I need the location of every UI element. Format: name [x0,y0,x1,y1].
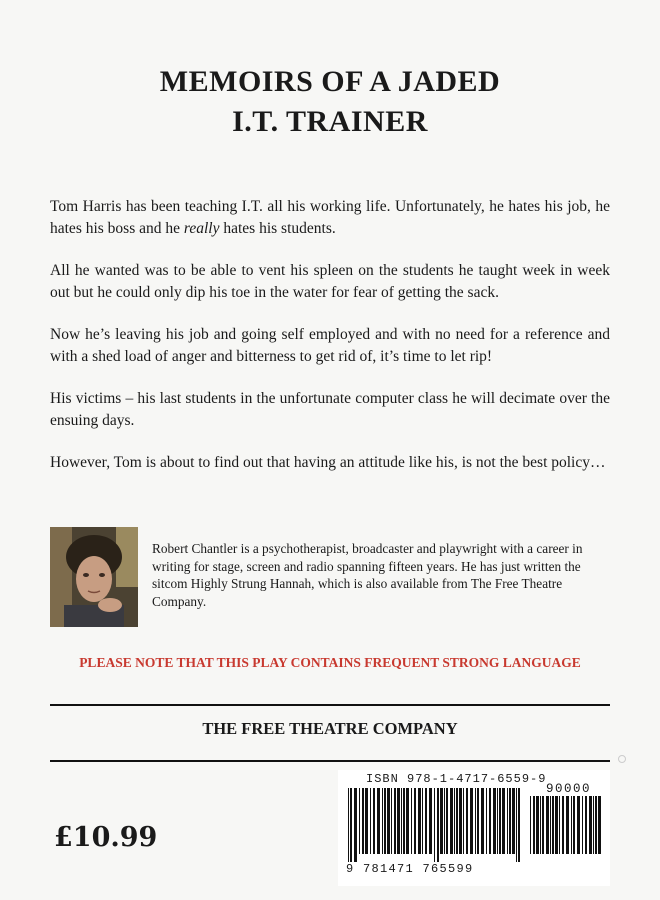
barcode-bar [370,788,371,854]
barcode-bar [397,788,400,854]
barcode-bar [411,788,412,854]
barcode-bar [550,796,551,854]
barcode-addon-number: 90000 [546,782,592,796]
barcode-bar [391,788,392,854]
blurb-p1-text-a: Tom Harris has been teaching I.T. all his working life. Unfortunately, he hates his job, he hates his boss and he [50,198,610,237]
barcode-bar [403,788,405,854]
barcode-bar [559,796,560,854]
barcode-bar [446,788,448,854]
barcode-bar [384,788,386,854]
barcode-digits: 9 781471 765599 [346,862,474,876]
title-line-1: MEMOIRS OF A JADED [159,65,501,98]
barcode-bar [406,788,409,854]
author-bio: Robert Chantler is a psychotherapist, broadcaster and playwright with a career in writing for stage, screen and radio spanning fifteen years. He has just written the sitcom Highly Strung Hannah, which is also available from The Free Theatre Company. [152,541,583,609]
title-line-2: I.T. TRAINER [232,105,428,138]
barcode-bar [434,788,435,862]
barcode-bar [507,788,508,854]
barcode-bar [536,796,539,854]
barcode-bar [497,788,498,854]
barcode-bar [454,788,455,854]
barcode-bar [589,796,592,854]
barcode-bar [516,788,517,862]
barcode-bar [437,788,439,862]
barcode-bar [401,788,402,854]
barcode-bar [595,796,597,854]
barcode-bar [377,788,380,854]
barcode-bar [512,788,515,854]
barcode-bar [577,796,580,854]
barcode-bar [598,796,601,854]
barcode-bar [585,796,587,854]
barcode-bar [422,788,423,854]
barcode-bar [540,796,541,854]
barcode-bar [502,788,505,854]
isbn-barcode [346,788,526,862]
barcode-bar [566,796,569,854]
barcode-bar [450,788,453,854]
barcode-bar [571,796,572,854]
barcode-bar [470,788,473,854]
barcode-bar [542,796,544,854]
barcode-bar [555,796,558,854]
barcode-bar [387,788,390,854]
barcode-bar [493,788,496,854]
barcode-bar [486,788,487,854]
barcode-bar [359,788,360,854]
barcode-bar [382,788,383,854]
barcode-bar [489,788,491,854]
author-photo-image [50,527,138,627]
barcode-bar [348,788,349,862]
isbn-label: ISBN 978-1-4717-6559-9 [366,772,547,786]
barcode-bar [481,788,484,854]
barcode-bar [459,788,462,854]
barcode-bar [533,796,535,854]
blurb-paragraph-1 [50,196,610,239]
decorative-dot [618,755,626,763]
barcode-bar [429,788,432,854]
blurb-paragraph-5: However, Tom is about to find out that having an attitude like his, is not the best policy… [50,454,606,471]
price: £10.99 [54,822,158,853]
barcode-bar [593,796,594,854]
divider-bottom [50,760,610,762]
barcode-bar [582,796,583,854]
addon-barcode [528,796,608,862]
barcode-bar [477,788,479,854]
blurb-paragraph-2: All he wanted was to be able to vent his spleen on the students he taught week in week out but he could only dip his toe in the water for fear of getting the sack. [50,262,610,301]
blurb [50,196,610,495]
blurb-p1-emphasis: really [183,219,220,237]
blurb-paragraph-3: Now he’s leaving his job and going self employed and with no need for a reference and with a shed load of anger and bitterness to get rid of, it’s time to let rip! [50,326,610,365]
barcode-bar [444,788,445,854]
barcode-bar [354,788,357,862]
barcode-bar [552,796,554,854]
barcode-bar [530,796,531,854]
barcode-bar [499,788,501,854]
barcode-bar [362,788,364,854]
book-title [0,62,660,142]
barcode-bar [475,788,476,854]
divider-top [50,704,610,706]
barcode-bar [394,788,396,854]
barcode-bar [518,788,520,862]
author-photo [50,527,138,627]
barcode-bar [562,796,564,854]
barcode-bar [418,788,421,854]
publisher-name: THE FREE THEATRE COMPANY [202,719,458,738]
barcode-bar [466,788,468,854]
blurb-paragraph-4: His victims – his last students in the unfortunate computer class he will decimate over the ensuing days. [50,390,610,429]
language-warning: PLEASE NOTE THAT THIS PLAY CONTAINS FREQUENT STRONG LANGUAGE [79,655,581,670]
barcode-bar [463,788,464,854]
barcode-bar [365,788,368,854]
barcode-bar [546,796,549,854]
blurb-p1-text-b: hates his students. [219,219,336,237]
barcode-bar [456,788,458,854]
barcode-bar [425,788,427,854]
barcode-bar [414,788,416,854]
barcode-bar [350,788,352,862]
barcode-bar [573,796,575,854]
barcode-bar [373,788,375,854]
barcode-bar [509,788,511,854]
barcode-bar [440,788,443,854]
